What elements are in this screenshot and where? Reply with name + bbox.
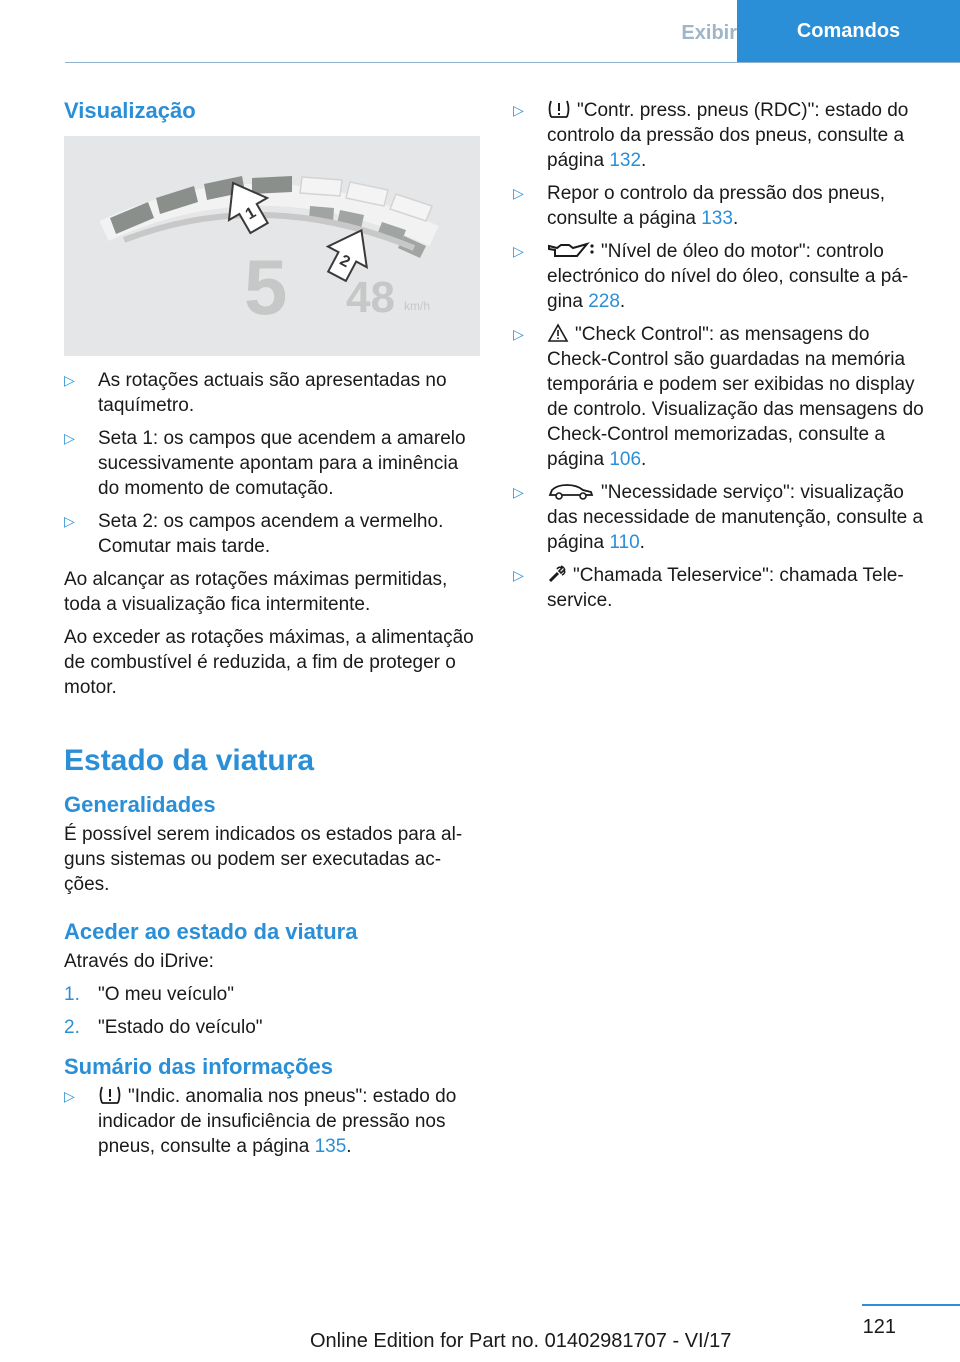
tab-comandos[interactable]: Comandos bbox=[737, 0, 960, 62]
list-item: ▷ "Necessidade serviço": visualização das necessidade de manutenção, consulte a página 110. bbox=[513, 482, 924, 553]
heading-visualizacao: Visualização bbox=[64, 98, 196, 123]
wrench-signal-icon bbox=[547, 564, 567, 584]
list-item: ▷ "Indic. anomalia nos pneus": estado do indicador de insuficiência de pressão nos pneus, consulte a página 135. bbox=[64, 1086, 457, 1157]
bullet-triangle-icon: ▷ bbox=[513, 102, 524, 118]
section-title: Estado da viatura bbox=[64, 744, 315, 777]
paragraph: Ao alcançar as rotações máximas permitidas, toda a visualização fica intermitente. bbox=[64, 569, 448, 615]
edition-footer: Online Edition for Part no. 01402981707 - VI/17 bbox=[310, 1330, 732, 1352]
bullet-triangle-icon: ▷ bbox=[64, 1088, 75, 1104]
tire-pressure-icon bbox=[547, 99, 571, 119]
info-list-continued bbox=[513, 98, 929, 613]
subsection-title: Generalidades bbox=[64, 792, 216, 817]
arrow-1-label: 1 bbox=[242, 204, 259, 224]
car-service-icon bbox=[547, 481, 595, 501]
figure-explanation-list bbox=[64, 368, 480, 559]
paragraph: Através do iDrive: bbox=[64, 951, 214, 972]
list-item: ▷ "Contr. press. pneus (RDC)": estado do controlo da pressão dos pneus, consulte a página 132. bbox=[513, 100, 909, 171]
page-link[interactable]: 135 bbox=[314, 1136, 347, 1157]
page-link[interactable]: 106 bbox=[609, 449, 642, 470]
list-item: ▷ "Check Control": as mensagens do Check-Control são guardadas na memória temporária e podem ser exibidas no display de controlo. Visualização das mensagens do Check-Control memorizadas, consulte a página 106. bbox=[513, 324, 924, 470]
list-item: ▷ Seta 1: os campos que acendem a amarelo sucessivamente apontam para a iminência do momento de comutação. bbox=[64, 428, 466, 499]
page-link[interactable]: 132 bbox=[609, 150, 642, 171]
list-item: 1. "O meu veículo" bbox=[64, 984, 234, 1005]
bullet-triangle-icon: ▷ bbox=[64, 430, 75, 446]
bullet-triangle-icon: ▷ bbox=[513, 185, 524, 201]
page-number: 121 bbox=[862, 1316, 896, 1338]
subsection-title: Sumário das informações bbox=[64, 1054, 333, 1079]
oil-can-icon bbox=[547, 240, 595, 260]
list-item: ▷ As rotações actuais são apresentadas no taquímetro. bbox=[64, 370, 447, 416]
shift-indicator-figure bbox=[64, 136, 480, 356]
paragraph: Ao exceder as rotações máximas, a alimentação de combustível é reduzida, a fim de proteger o motor. bbox=[64, 627, 474, 698]
arrow-2-label: 2 bbox=[336, 252, 353, 272]
tire-warning-icon bbox=[98, 1085, 122, 1105]
bullet-triangle-icon: ▷ bbox=[513, 567, 524, 583]
paragraph: É possível serem indicados os estados para alguns sistemas ou podem ser executadas acções. bbox=[64, 824, 463, 895]
steps-list bbox=[64, 982, 480, 1040]
page-link[interactable]: 133 bbox=[701, 208, 733, 229]
list-item: ▷ "Chamada Teleservice": chamada Teleservice. bbox=[513, 565, 904, 611]
speed-unit: km/h bbox=[404, 299, 431, 313]
list-item: ▷ Seta 2: os campos acendem a vermelho. Comutar mais tarde. bbox=[64, 511, 444, 557]
warning-triangle-icon bbox=[547, 323, 569, 343]
footer-rule bbox=[862, 1304, 960, 1306]
speed-readout: 48 bbox=[346, 273, 395, 322]
right-column bbox=[513, 98, 929, 621]
subsection-title: Aceder ao estado da viatura bbox=[64, 919, 358, 944]
gear-readout: 5 bbox=[244, 243, 288, 331]
info-list bbox=[64, 1084, 480, 1159]
list-item: ▷ "Nível de óleo do motor": controlo electrónico do nível do óleo, consulte a página 228. bbox=[513, 241, 909, 312]
tab-exibir[interactable]: Exibir bbox=[681, 22, 737, 44]
page-link[interactable]: 228 bbox=[588, 291, 620, 312]
list-item: ▷ Repor o controlo da pressão dos pneus, consulte a página 133. bbox=[513, 183, 885, 229]
bullet-triangle-icon: ▷ bbox=[513, 484, 524, 500]
bullet-triangle-icon: ▷ bbox=[513, 243, 524, 259]
list-item: 2. "Estado do veículo" bbox=[64, 1017, 263, 1038]
left-column bbox=[64, 98, 480, 1167]
bullet-triangle-icon: ▷ bbox=[64, 372, 75, 388]
header-bar bbox=[65, 0, 960, 63]
page-link[interactable]: 110 bbox=[609, 532, 640, 553]
shift-indicator-illustration bbox=[64, 136, 480, 356]
bullet-triangle-icon: ▷ bbox=[64, 513, 75, 529]
bullet-triangle-icon: ▷ bbox=[513, 326, 524, 342]
